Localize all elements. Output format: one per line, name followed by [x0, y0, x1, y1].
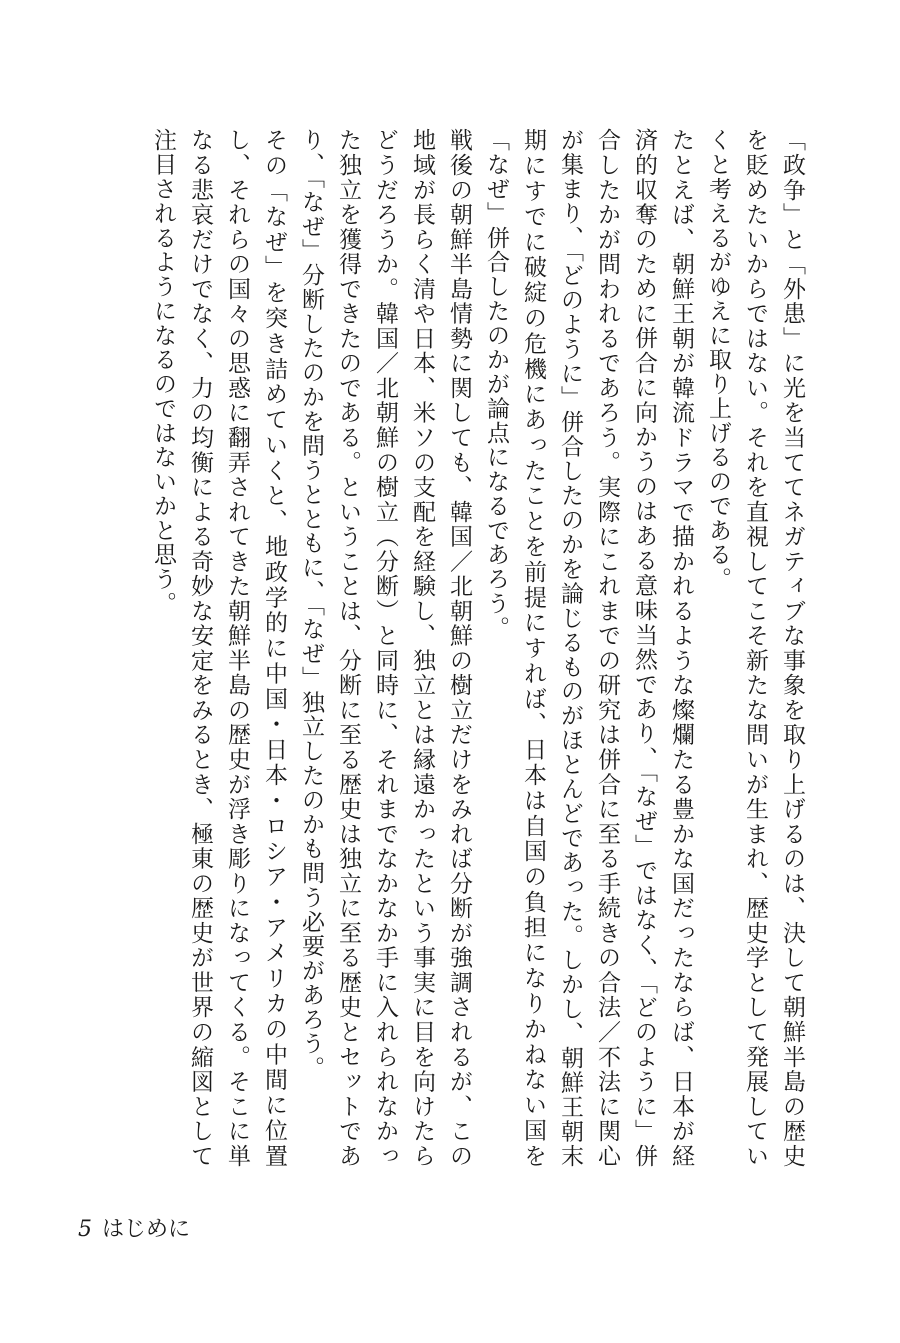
- paragraph-3: 戦後の朝鮮半島情勢に関しても、韓国／北朝鮮の樹立だけをみれば分断が強調されるが、この地域が長らく清や日本、米ソの支配を経験し、独立とは縁遠かったという事実に目を向けたらどうだろうか。韓国／北朝鮮の樹立（分断）と同時に、それまでなかなか手に入れられなかった独立を獲得できたのである。ということは、分断に至る歴史は独立に至る歴史とセットであり、「なぜ」分断したのかを問うとともに、「なぜ」独立したのかも問う必要があろう。: [298, 128, 472, 1168]
- section-title: はじめに: [102, 1217, 191, 1242]
- paragraph-2: たとえば、朝鮮王朝が韓流ドラマで描かれるような燦爛たる豊かな国だったならば、日本が経済的収奪のために併合に向かうのはある意味当然であり、「なぜ」ではなく、「どのように」併合したかが問われるであろう。実際にこれまでの研究は併合に至る手続きの合法／不法に関心が集まり、「どのように」併合したのかを論じるものがほとんどであった。しかし、朝鮮王朝末期にすでに破綻の危機にあったことを前提にすれば、日本は自国の負担になりかねない国を「なぜ」併合したのかが論点になるであろう。: [483, 128, 694, 1168]
- paragraph-1: 「政争」と「外患」に光を当ててネガティブな事象を取り上げるのは、決して朝鮮半島の歴史を貶めたいからではない。それを直視してこそ新たな問いが生まれ、歴史学として発展していくと考えるがゆえに取り上げるのである。: [705, 128, 805, 1168]
- paragraph-4: その「なぜ」を突き詰めていくと、地政学的に中国・日本・ロシア・アメリカの中間に位置し、それらの国々の思惑に翻弄されてきた朝鮮半島の歴史が浮き彫りになってくる。そこに単なる悲哀だけでなく、力の均衡による奇妙な安定をみるとき、極東の歴史が世界の縮図として注目されるようになるのではないかと思う。: [150, 128, 287, 1168]
- page-number: 5: [78, 1217, 92, 1242]
- page-footer: [78, 1212, 190, 1243]
- body-text: [80, 128, 810, 1168]
